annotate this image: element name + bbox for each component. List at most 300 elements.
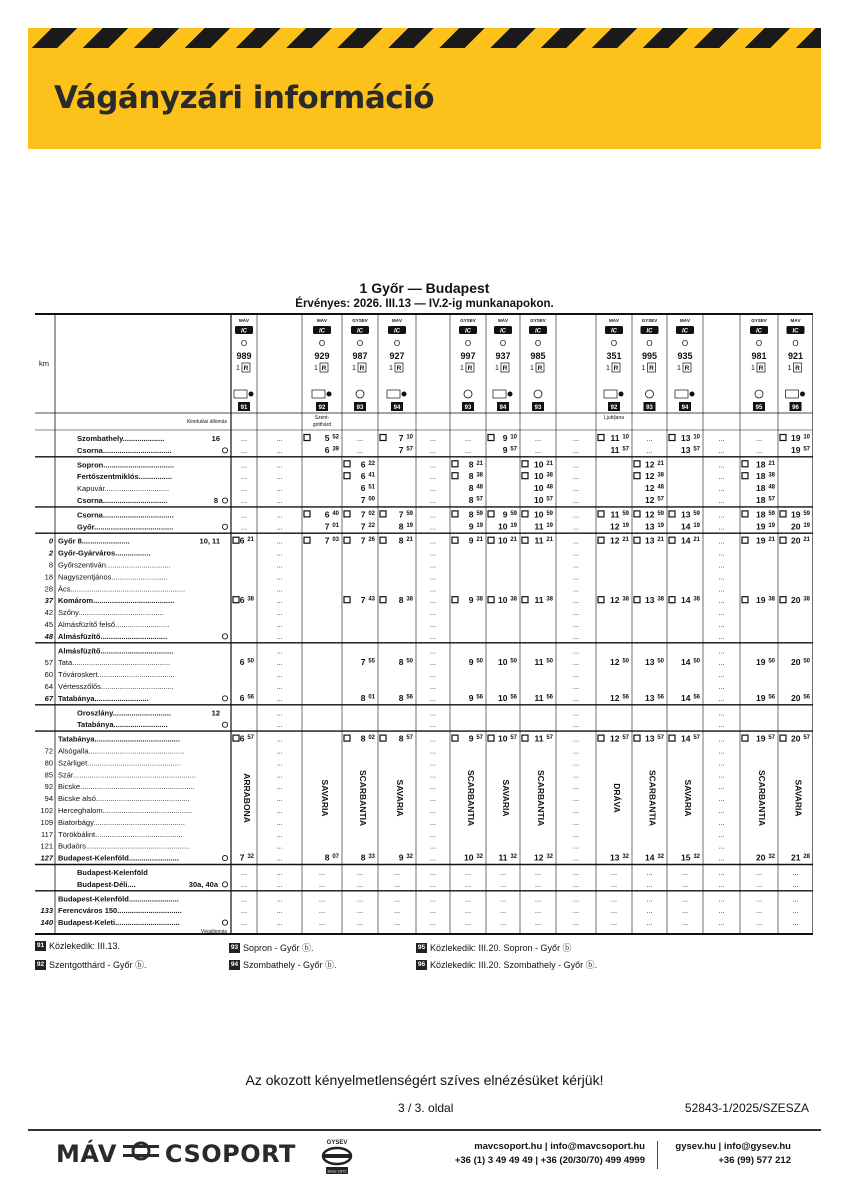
station-name: Szombathely.................... (77, 434, 165, 443)
station-name: Szárliget............................................. (58, 758, 181, 768)
time-hours: 10 (498, 733, 508, 744)
time-minutes: 55 (368, 658, 375, 665)
time-minutes: 50 (693, 658, 700, 665)
time-minutes: 19 (693, 522, 700, 529)
train-kind: IC (682, 328, 688, 335)
terminus-marker-icon (222, 722, 227, 727)
time-hours: 13 (645, 521, 655, 532)
train-name: SAVARIA (320, 779, 330, 817)
footnote-92 (35, 958, 147, 971)
station-name: Alsógalla.............................................. (58, 746, 185, 756)
time-cell: ... (718, 484, 725, 494)
stop-box-icon (742, 473, 748, 479)
time-cell: ... (681, 879, 689, 889)
train-seat-class: 1 (677, 365, 681, 372)
wheelchair-icon (619, 392, 624, 397)
time-cell: ... (356, 894, 364, 904)
station-km: 109 (40, 817, 53, 827)
time-cell: ... (534, 445, 542, 455)
time-cell: ... (240, 472, 248, 482)
station-name: Tatabánya.......................... (58, 693, 149, 703)
train-class: O (681, 339, 689, 348)
time-cell: ... (240, 434, 248, 443)
time-hours: 10 (498, 595, 508, 606)
time-cell: ... (276, 682, 283, 691)
time-hours: 11 (610, 433, 620, 443)
time-hours: 6 (239, 535, 245, 546)
time-hours: 8 (398, 657, 404, 668)
time-cell: ... (276, 879, 283, 889)
time-hours: 20 (756, 852, 766, 863)
station-km: 0 (48, 536, 53, 546)
footnote-code: 91 (36, 942, 45, 949)
logo-text-right: CSOPORT (164, 1140, 296, 1168)
time-cell: ... (792, 879, 799, 889)
time-hours: 5 (324, 433, 330, 443)
time-cell: ... (429, 472, 437, 482)
time-hours: 6 (360, 471, 366, 482)
time-hours: 8 (324, 852, 330, 863)
mav-contact (455, 1140, 645, 1168)
time-hours: 14 (681, 521, 691, 532)
time-cell: ... (240, 484, 248, 494)
station-name: Ács....................................................... (58, 584, 186, 594)
train-seat-class: 1 (751, 365, 755, 372)
time-hours: 7 (360, 509, 366, 520)
wheelchair-icon (327, 392, 332, 397)
station-name: Szőny......................................... (58, 608, 164, 618)
time-minutes: 57 (657, 496, 664, 503)
time-hours: 13 (645, 657, 655, 668)
timetable-table (35, 313, 813, 935)
time-cell: ... (240, 879, 248, 889)
time-hours: 18 (756, 459, 766, 470)
station-name: Szár........................................................... (58, 770, 196, 780)
time-cell: ... (464, 434, 472, 443)
time-hours: 12 (645, 459, 655, 470)
time-cell: ... (429, 434, 437, 443)
time-hours: 18 (756, 471, 766, 482)
station-km: 133 (40, 906, 53, 916)
station-name: Biatorbágy............................................ (58, 817, 185, 827)
time-cell: ... (429, 894, 437, 904)
time-minutes: 50 (476, 658, 483, 665)
time-cell: ... (681, 906, 689, 916)
train-reservation: R (321, 365, 327, 372)
time-cell: ... (755, 918, 763, 928)
time-cell: ... (276, 560, 283, 570)
time-minutes: 21 (768, 460, 775, 467)
time-cell: ... (610, 894, 618, 904)
time-minutes: 41 (368, 472, 375, 479)
mav-contact-phones: +36 (1) 3 49 49 49 | +36 (20/30/70) 499 4999 (454, 1155, 645, 1166)
bistro-icon (534, 390, 542, 398)
time-minutes: 43 (368, 596, 375, 603)
footnote-96 (416, 958, 597, 971)
time-hours: 19 (791, 509, 801, 520)
time-hours: 20 (791, 521, 801, 532)
time-cell: ... (276, 484, 283, 494)
time-hours: 14 (681, 733, 691, 744)
train-footnote-code: 94 (393, 405, 401, 411)
time-hours: 8 (360, 733, 366, 744)
time-cell: ... (276, 906, 283, 916)
time-minutes: 56 (768, 694, 775, 701)
footnote-91 (35, 941, 120, 951)
time-cell: ... (718, 906, 725, 916)
time-cell: ... (240, 868, 248, 877)
logo-symbol-icon (123, 1140, 159, 1168)
station-name: Almásfüzítő felső.......................... (58, 620, 170, 629)
time-cell: ... (718, 620, 725, 629)
train-seat-class: 1 (641, 365, 646, 372)
time-cell: ... (393, 894, 401, 904)
wheelchair-icon (690, 392, 695, 397)
time-cell: ... (393, 906, 401, 916)
stop-box-icon (669, 511, 675, 517)
train-seat-class: 1 (787, 365, 792, 372)
time-cell: ... (318, 918, 326, 928)
stop-box-icon (522, 461, 528, 467)
train-seat-class: 1 (314, 365, 318, 372)
time-cell: ... (534, 879, 542, 889)
time-cell: ... (610, 906, 618, 916)
time-hours: 11 (610, 444, 620, 455)
time-cell: ... (429, 794, 437, 804)
wheelchair-icon (800, 392, 805, 397)
time-cell: ... (718, 708, 725, 718)
time-cell: ... (755, 445, 763, 455)
time-cell: ... (240, 918, 248, 928)
time-minutes: 21 (476, 460, 483, 467)
train-reservation: R (359, 365, 365, 372)
time-minutes: 19 (476, 522, 483, 529)
time-cell: ... (429, 918, 437, 928)
stop-box-icon (742, 735, 748, 741)
time-minutes: 56 (510, 694, 517, 701)
time-hours: 12 (610, 692, 620, 703)
time-minutes: 57 (476, 735, 483, 742)
footnote-code: 96 (417, 960, 426, 968)
time-hours: 20 (791, 657, 801, 668)
time-cell: ... (276, 708, 283, 718)
time-hours: 6 (239, 692, 245, 703)
time-cell: ... (276, 510, 283, 520)
time-hours: 20 (791, 595, 801, 606)
stop-box-icon (780, 735, 786, 741)
station-name: Budapest-Kelenföld........................ (58, 894, 179, 904)
stop-box-icon (669, 537, 675, 543)
time-minutes: 57 (406, 446, 413, 453)
time-cell: ... (755, 868, 763, 877)
train-operator: MÁV (317, 318, 327, 323)
time-hours: 7 (324, 521, 330, 532)
train-reservation: R (243, 365, 249, 372)
time-cell: ... (718, 720, 725, 730)
time-cell: ... (718, 584, 725, 594)
time-cell: ... (499, 906, 507, 916)
time-cell: ... (718, 817, 725, 827)
time-cell: ... (276, 853, 283, 863)
time-hours: 10 (534, 459, 544, 470)
time-minutes: 48 (657, 484, 664, 491)
time-cell: ... (718, 758, 725, 768)
train-number: 989 (236, 351, 252, 361)
time-cell: ... (464, 445, 472, 455)
time-hours: 6 (239, 657, 245, 668)
gysev-contact-web-email[interactable]: gysev.hu | info@gysev.hu (675, 1141, 791, 1152)
time-hours: 19 (756, 535, 766, 546)
time-hours: 19 (756, 733, 766, 744)
time-minutes: 19 (657, 522, 664, 529)
time-minutes: 38 (510, 596, 517, 603)
time-cell: ... (276, 829, 283, 839)
train-number: 351 (606, 351, 622, 361)
time-cell: ... (356, 918, 364, 928)
time-minutes: 21 (546, 537, 553, 544)
time-cell: ... (240, 906, 248, 916)
time-cell: ... (610, 918, 618, 928)
time-minutes: 57 (247, 735, 254, 742)
time-cell: ... (276, 472, 283, 482)
time-hours: 8 (360, 692, 366, 703)
time-cell: ... (429, 584, 437, 594)
train-seat-class: 1 (236, 365, 240, 372)
time-hours: 7 (360, 535, 366, 546)
time-minutes: 32 (476, 854, 483, 861)
station-name: Tata............................................... (58, 658, 171, 668)
time-cell: ... (792, 894, 799, 904)
time-minutes: 22 (368, 460, 375, 467)
time-cell: ... (572, 829, 580, 839)
time-cell: ... (718, 693, 725, 703)
time-minutes: 38 (657, 472, 664, 479)
time-hours: 10 (534, 483, 544, 494)
station-km: 57 (44, 658, 53, 668)
time-cell: ... (572, 620, 580, 629)
footnote-text: Szombathely - Győr ⓑ. (243, 960, 337, 970)
time-cell: ... (718, 879, 725, 889)
time-cell: ... (572, 746, 580, 756)
time-minutes: 56 (657, 694, 664, 701)
train-operator: GYSEV (352, 318, 368, 323)
train-footnote-code: 93 (464, 405, 472, 411)
time-minutes: 38 (476, 596, 483, 603)
stop-box-icon (742, 511, 748, 517)
wheelchair-icon (402, 392, 407, 397)
time-cell: ... (572, 522, 580, 532)
time-minutes: 50 (406, 658, 413, 665)
time-cell: ... (718, 658, 725, 668)
time-cell: ... (718, 434, 725, 443)
time-minutes: 57 (622, 446, 629, 453)
train-name: SCARBANTIA (536, 769, 546, 827)
time-minutes: 19 (803, 522, 810, 529)
time-cell: ... (572, 472, 580, 482)
time-minutes: 10 (693, 434, 700, 441)
train-number: 927 (389, 351, 405, 361)
time-minutes: 07 (332, 854, 339, 861)
time-minutes: 32 (693, 854, 700, 861)
stop-box-icon (634, 597, 640, 603)
time-cell: ... (572, 434, 580, 443)
time-cell: ... (464, 906, 472, 916)
stop-box-icon (634, 511, 640, 517)
station-km: 28 (44, 584, 53, 594)
time-hours: 13 (645, 595, 655, 606)
time-hours: 6 (360, 459, 366, 470)
time-minutes: 57 (768, 496, 775, 503)
train-name: SAVARIA (793, 779, 804, 817)
time-hours: 9 (502, 509, 508, 520)
time-minutes: 57 (406, 735, 413, 742)
time-cell: ... (572, 782, 580, 792)
time-cell: ... (572, 560, 580, 570)
train-reservation: R (396, 365, 402, 372)
time-minutes: 01 (332, 522, 339, 529)
time-cell: ... (755, 434, 763, 443)
bicycle-icon (786, 390, 799, 398)
station-ref: 12 (211, 708, 220, 718)
time-minutes: 21 (657, 537, 664, 544)
time-cell: ... (572, 794, 580, 804)
stop-box-icon (488, 735, 494, 741)
time-cell: ... (276, 522, 283, 532)
apology-text: Az okozott kényelmetlenségért szíves elnézésüket kérjük! (245, 1072, 604, 1088)
time-hours: 12 (610, 595, 620, 606)
time-hours: 12 (534, 852, 544, 863)
station-name: Győrszentiván............................... (58, 560, 171, 570)
time-cell: ... (276, 817, 283, 827)
time-cell: ... (534, 894, 542, 904)
time-minutes: 33 (368, 854, 375, 861)
station-km: 48 (44, 631, 53, 641)
stop-box-icon (634, 473, 640, 479)
time-minutes: 38 (247, 596, 254, 603)
station-ref: 16 (211, 434, 220, 443)
time-cell: ... (276, 734, 283, 744)
time-hours: 14 (645, 852, 655, 863)
time-cell: ... (499, 918, 507, 928)
mav-contact-web-email[interactable]: mavcsoport.hu | info@mavcsoport.hu (474, 1141, 645, 1152)
stop-box-icon (522, 597, 528, 603)
time-cell: ... (240, 522, 248, 532)
time-hours: 13 (681, 433, 691, 443)
time-cell: ... (718, 794, 725, 804)
time-cell: ... (276, 894, 283, 904)
time-cell: ... (429, 548, 437, 558)
time-hours: 11 (534, 521, 544, 532)
train-seat-class: 1 (530, 365, 534, 372)
time-cell: ... (718, 472, 725, 482)
train-reservation: R (467, 365, 473, 372)
stop-box-icon (634, 537, 640, 543)
stop-box-icon (344, 473, 350, 479)
time-cell: ... (240, 496, 248, 505)
train-operator: GYSEV (530, 318, 546, 323)
time-minutes: 57 (510, 735, 517, 742)
time-hours: 6 (239, 733, 245, 744)
time-cell: ... (429, 631, 437, 641)
time-hours: 10 (534, 471, 544, 482)
footnote-93 (229, 941, 314, 954)
time-hours: 19 (756, 657, 766, 668)
gysev-contact-phone: +36 (99) 577 212 (718, 1155, 791, 1166)
time-cell: ... (276, 670, 283, 680)
time-cell: ... (792, 906, 799, 916)
train-footnote-code: 93 (646, 405, 653, 411)
contact-separator (657, 1141, 658, 1169)
end-row-label: Végállomás (200, 929, 227, 935)
time-minutes: 21 (693, 537, 700, 544)
station-name: Győr-Gyárváros................. (58, 548, 151, 558)
time-cell: ... (681, 918, 689, 928)
time-cell: ... (429, 817, 437, 827)
train-number: 921 (787, 351, 804, 361)
time-hours: 10 (498, 692, 508, 703)
stop-box-icon (380, 537, 386, 543)
time-hours: 8 (398, 733, 404, 744)
origin-row-label: Kiindulási állomás (186, 419, 227, 425)
time-cell: ... (276, 720, 283, 730)
time-cell: ... (718, 853, 725, 863)
station-km: 42 (44, 608, 53, 618)
time-minutes: 56 (406, 694, 413, 701)
time-cell: ... (646, 894, 653, 904)
train-seat-class: 1 (460, 365, 464, 372)
train-number: 985 (530, 351, 546, 361)
time-hours: 14 (681, 595, 691, 606)
station-name: Csorna................................. (77, 445, 172, 455)
time-hours: 14 (681, 657, 691, 668)
train-kind: IC (357, 328, 363, 335)
train-name: SCARBANTIA (358, 769, 368, 827)
stop-box-icon (488, 435, 494, 441)
station-name: Nagyszentjános........................... (58, 572, 168, 582)
time-cell: ... (718, 682, 725, 691)
time-hours: 8 (398, 521, 404, 532)
time-minutes: 38 (803, 596, 810, 603)
station-name: Tatabánya.......................... (77, 720, 168, 730)
time-hours: 13 (645, 692, 655, 703)
time-cell: ... (718, 522, 725, 532)
time-hours: 6 (360, 483, 366, 494)
time-cell: ... (276, 693, 283, 703)
station-km: 92 (44, 782, 53, 792)
stop-box-icon (488, 597, 494, 603)
station-name: Győr 8....................... (58, 536, 130, 546)
time-hours: 9 (468, 692, 474, 703)
time-cell: ... (318, 906, 326, 916)
time-cell: ... (240, 510, 248, 520)
time-cell: ... (718, 608, 725, 618)
bicycle-icon (387, 390, 400, 398)
stop-box-icon (742, 597, 748, 603)
terminus-marker-icon (222, 634, 227, 639)
time-cell: ... (393, 918, 401, 928)
time-cell: ... (572, 445, 580, 455)
bistro-icon (356, 390, 364, 398)
time-hours: 11 (534, 595, 544, 606)
time-minutes: 59 (803, 510, 810, 517)
km-header: km (39, 359, 49, 368)
time-hours: 7 (398, 444, 404, 455)
time-cell: ... (572, 693, 580, 703)
train-operator: MÁV (498, 318, 508, 323)
stop-box-icon (669, 435, 675, 441)
time-cell: ... (792, 918, 799, 928)
time-cell: ... (276, 445, 283, 455)
